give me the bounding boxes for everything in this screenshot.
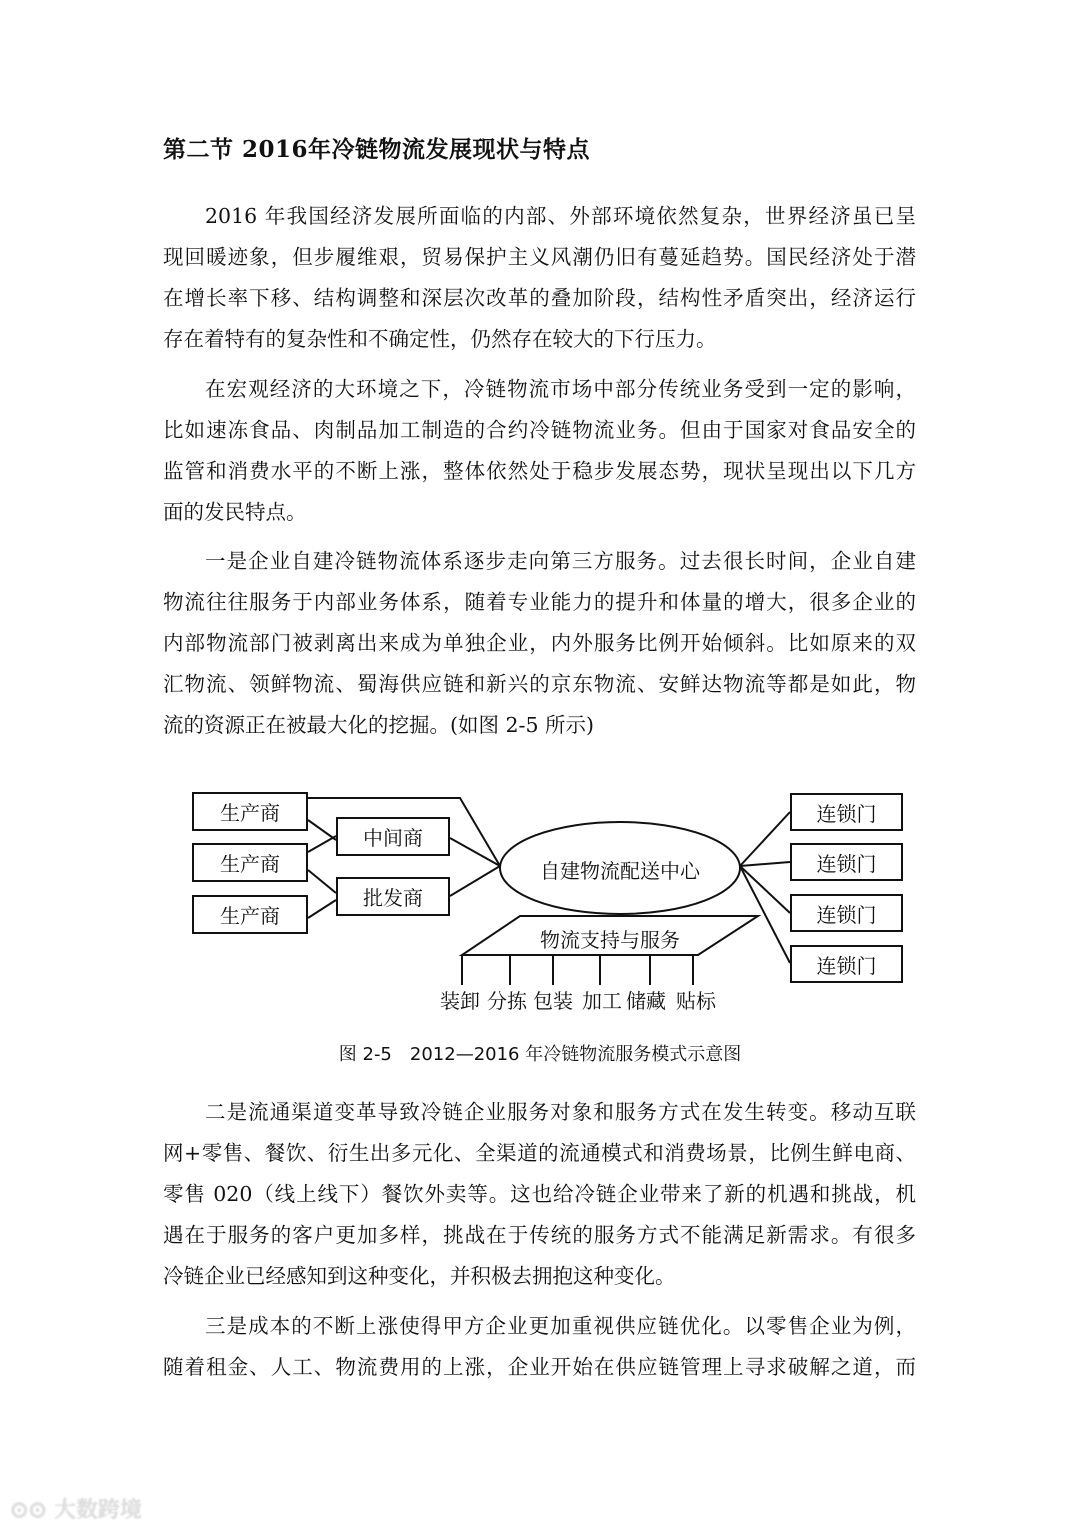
paragraph-line: 2016 年我国经济发展所面临的内部、外部环境依然复杂，世界经济虽已呈 xyxy=(205,204,916,228)
chain-store-box: 连锁门 xyxy=(790,894,903,932)
service-label: 贴标 xyxy=(676,989,716,1013)
paragraph-line: 在增长率下移、结构调整和深层次改革的叠加阶段，结构性矛盾突出，经济运行 xyxy=(163,286,916,310)
service-label: 包装 xyxy=(533,989,573,1013)
distribution-center-label: 自建物流配送中心 xyxy=(540,859,700,883)
wholesaler-box: 批发商 xyxy=(336,877,450,916)
producer-box: 生产商 xyxy=(192,843,308,882)
paragraph-line: 流的资源正在被最大化的挖掘。(如图 2-5 所示) xyxy=(163,713,595,737)
paragraph-line: 比如速冻食品、肉制品加工制造的合约冷链物流业务。但由于国家对食品安全的 xyxy=(163,418,916,442)
paragraph-line: 内部物流部门被剥离出来成为单独企业，内外服务比例开始倾斜。比如原来的双 xyxy=(163,631,916,655)
watermark-text: 大数跨境 xyxy=(53,1498,142,1523)
paragraph-line: 零售 020（线上线下）餐饮外卖等。这也给冷链企业带来了新的机遇和挑战，机 xyxy=(163,1182,916,1206)
chain-store-box: 连锁门 xyxy=(790,945,903,983)
service-label: 加工 xyxy=(582,989,622,1013)
paragraph-line: 存在着特有的复杂性和不确定性，仍然存在较大的下行压力。 xyxy=(163,327,717,351)
paragraph-line: 现回暖迹象，但步履维艰，贸易保护主义风潮仍旧有蔓延趋势。国民经济处于潜 xyxy=(163,245,916,269)
middleman-box: 中间商 xyxy=(336,817,450,856)
paragraph-line: 冷链企业已经感知到这种变化，并积极去拥抱这种变化。 xyxy=(163,1264,676,1288)
paragraph-line: 二是流通渠道变革导致冷链企业服务对象和服务方式在发生转变。移动互联 xyxy=(205,1100,916,1124)
paragraph-line: 网+零售、餐饮、衍生出多元化、全渠道的流通模式和消费场景，比例生鲜电商、 xyxy=(163,1141,916,1165)
chain-store-box: 连锁门 xyxy=(790,843,903,881)
chain-store-box: 连锁门 xyxy=(790,793,903,831)
watermark-logo: ⊙⊙ 大数跨境 xyxy=(10,1498,142,1523)
figure-caption: 图 2-5 2012—2016 年冷链物流服务模式示意图 xyxy=(338,1044,742,1065)
service-label: 装卸 xyxy=(440,989,480,1013)
paragraph-line: 遇在于服务的客户更加多样，挑战在于传统的服务方式不能满足新需求。有很多 xyxy=(163,1223,916,1247)
paragraph-line: 一是企业自建冷链物流体系逐步走向第三方服务。过去很长时间，企业自建 xyxy=(205,549,916,573)
paragraph-line: 汇物流、领鲜物流、蜀海供应链和新兴的京东物流、安鲜达物流等都是如此，物 xyxy=(163,672,916,696)
service-label: 储藏 xyxy=(626,989,666,1013)
producer-box: 生产商 xyxy=(192,895,308,934)
paragraph-line: 在宏观经济的大环境之下，冷链物流市场中部分传统业务受到一定的影响， xyxy=(205,377,916,401)
paragraph-line: 监管和消费水平的不断上涨，整体依然处于稳步发展态势，现状呈现出以下几方 xyxy=(163,459,916,483)
paragraph-line: 三是成本的不断上涨使得甲方企业更加重视供应链优化。以零售企业为例， xyxy=(205,1314,916,1338)
support-services-label: 物流支持与服务 xyxy=(540,928,680,952)
paragraph-line: 物流往往服务于内部业务体系，随着专业能力的提升和体量的增大，很多企业的 xyxy=(163,590,916,614)
producer-box: 生产商 xyxy=(192,792,308,831)
section-title: 第二节 2016年冷链物流发展现状与特点 xyxy=(163,136,591,163)
service-label: 分拣 xyxy=(487,989,527,1013)
paragraph-line: 随着租金、人工、物流费用的上涨，企业开始在供应链管理上寻求破解之道，而 xyxy=(163,1355,916,1379)
paragraph-line: 面的发民特点。 xyxy=(163,500,307,524)
